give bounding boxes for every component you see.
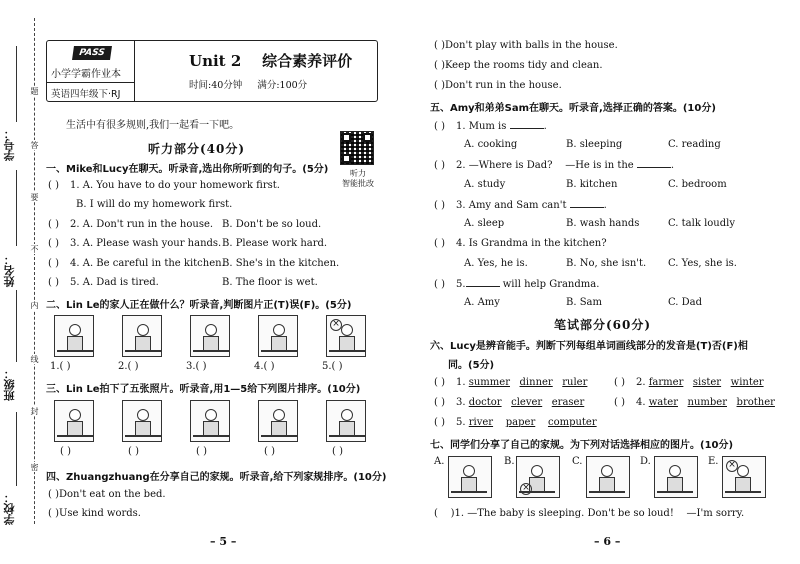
q1-item-1 xyxy=(48,180,280,191)
answer-paren[interactable]: ( ) xyxy=(434,279,445,290)
word: doctor xyxy=(468,397,502,408)
q6-item-5 xyxy=(434,417,597,428)
answer-paren[interactable]: ( ) xyxy=(434,121,445,132)
word: dinner xyxy=(519,377,553,388)
choice-c-picture[interactable] xyxy=(586,456,630,498)
q5-item-4 xyxy=(434,238,607,249)
exam-score: 满分:100分 xyxy=(257,80,308,91)
word: number xyxy=(687,397,727,408)
school-field[interactable] xyxy=(16,412,17,486)
question-stem: 3. Amy and Sam can't xyxy=(456,200,567,211)
qr-code-icon[interactable] xyxy=(340,131,374,165)
picture-family-2 xyxy=(122,315,162,357)
q3-answer-5[interactable]: ( ) xyxy=(332,446,343,457)
q5-2-b: B. kitchen xyxy=(566,179,618,190)
seal-char: 封 xyxy=(30,407,39,415)
q2-answer-4[interactable]: 4.( ) xyxy=(254,361,275,372)
q5-5-c: C. Dad xyxy=(668,297,703,308)
answer-paren[interactable]: ( ) xyxy=(48,180,59,191)
q5-3-a: A. sleep xyxy=(464,218,505,229)
answer-paren[interactable]: ( ) xyxy=(434,160,445,171)
option-a: 3. A. Please wash your hands. xyxy=(70,238,222,249)
q6-item-4 xyxy=(614,397,775,408)
unit-title: Unit 2 综合素养评价 xyxy=(189,52,353,70)
page-number-6: – 6 – xyxy=(594,535,621,548)
q1-item-2-b: B. Don't be so loud. xyxy=(222,219,322,230)
question-stem: 5. xyxy=(456,279,466,290)
q4-rule-2: ( )Use kind words. xyxy=(48,508,141,519)
word: brother xyxy=(736,397,775,408)
answer-paren[interactable]: ( ) xyxy=(434,238,445,249)
seal-char: 答 xyxy=(30,141,39,149)
choice-a-picture[interactable] xyxy=(448,456,492,498)
q5-item-1 xyxy=(434,120,547,132)
stem-end: . xyxy=(670,160,675,171)
choice-b-label: B. xyxy=(504,456,515,467)
choice-e-picture[interactable] xyxy=(722,456,766,498)
word: winter xyxy=(730,377,764,388)
choice-a-label: A. xyxy=(434,456,445,467)
picture-family-4 xyxy=(258,315,298,357)
q5-5-a: A. Amy xyxy=(464,297,500,308)
q3-answer-1[interactable]: ( ) xyxy=(60,446,71,457)
picture-family-5 xyxy=(326,315,366,357)
answer-paren[interactable]: ( ) xyxy=(48,258,59,269)
answer-paren[interactable]: ( ) xyxy=(48,219,59,230)
seal-char: 内 xyxy=(30,301,39,309)
q2-answer-2[interactable]: 2.( ) xyxy=(118,361,139,372)
q2-answer-5[interactable]: 5.( ) xyxy=(322,361,343,372)
question-2-title: 二、Lin Le的家人正在做什么？听录音,判断图片正(T)误(F)。(5分) xyxy=(46,300,352,311)
question-stem: 1. Mum is xyxy=(456,121,507,132)
q5-4-c: C. Yes, she is. xyxy=(668,258,737,269)
student-id-field[interactable] xyxy=(16,46,17,122)
q5-2-c: C. bedroom xyxy=(668,179,727,190)
no-icon: × xyxy=(726,460,738,472)
question-5-title: 五、Amy和弟弟Sam在聊天。听录音,选择正确的答案。(10分) xyxy=(430,103,716,114)
q2-answer-1[interactable]: 1.( ) xyxy=(50,361,71,372)
q6-item-3 xyxy=(434,397,584,408)
stem-end: . xyxy=(603,200,607,211)
question-6-title: 六、Lucy是辨音能手。判断下列每组单词画线部分的发音是(T)否(F)相 xyxy=(430,341,748,352)
question-4-title: 四、Zhuangzhuang在分享自己的家规。听录音,给下列家规排序。(10分) xyxy=(46,472,387,483)
q5-3-c: C. talk loudly xyxy=(668,218,735,229)
seal-char: 要 xyxy=(30,193,39,201)
question-stem: 4. Is Grandma in the kitchen? xyxy=(456,238,607,249)
q5-3-b: B. wash hands xyxy=(566,218,640,229)
q5-2-a: A. study xyxy=(464,179,506,190)
qr-caption: 听力 智能批改 xyxy=(342,169,374,189)
picture-family-3 xyxy=(190,315,230,357)
photo-4 xyxy=(258,400,298,442)
question-3-title: 三、Lin Le拍下了五张照片。听录音,用1—5给下列图片排序。(10分) xyxy=(46,384,361,395)
exam-meta xyxy=(189,77,319,91)
stem-end: . xyxy=(543,121,547,132)
word: water xyxy=(648,397,678,408)
word: paper xyxy=(505,417,536,428)
intro-text: 生活中有很多规则,我们一起看一下吧。 xyxy=(66,120,240,131)
q1-item-4 xyxy=(48,258,225,269)
q1-item-1-b: B. I will do my homework first. xyxy=(76,199,233,210)
option-a: 2. A. Don't run in the house. xyxy=(70,219,214,230)
q5-1-b: B. sleeping xyxy=(566,139,623,150)
q1-item-5 xyxy=(48,277,159,288)
exam-header xyxy=(46,40,378,102)
school-label: 学校： xyxy=(3,492,16,525)
seal-char: 题 xyxy=(30,87,39,95)
question-stem: 2. —Where is Dad? —He is in the xyxy=(456,160,634,171)
blank[interactable] xyxy=(466,278,500,287)
q4-rule-4: ( )Keep the rooms tidy and clean. xyxy=(434,60,603,71)
written-section-title: 笔试部分(60分) xyxy=(554,318,652,332)
q5-4-b: B. No, she isn't. xyxy=(566,258,647,269)
item-number: 1. xyxy=(456,377,466,388)
answer-paren[interactable]: ( ) xyxy=(434,377,445,388)
q5-item-5 xyxy=(434,278,599,290)
question-1-title: 一、Mike和Lucy在聊天。听录音,选出你所听到的句子。(5分) xyxy=(46,164,329,175)
class-label: 班级： xyxy=(3,368,16,401)
answer-paren[interactable]: ( ) xyxy=(48,277,59,288)
book-name: 英语四年级下·RJ xyxy=(51,89,121,100)
exam-time: 时间:40分钟 xyxy=(189,80,243,91)
blank[interactable] xyxy=(637,159,671,168)
choice-b-picture[interactable] xyxy=(516,456,560,498)
photo-3 xyxy=(190,400,230,442)
page-6 xyxy=(430,0,790,564)
word: computer xyxy=(547,417,597,428)
no-icon: × xyxy=(330,319,342,331)
photo-1 xyxy=(54,400,94,442)
q4-rule-5: ( )Don't run in the house. xyxy=(434,80,562,91)
item-number: 5. xyxy=(456,417,466,428)
choice-c-label: C. xyxy=(572,456,583,467)
answer-paren[interactable]: ( ) xyxy=(48,238,59,249)
pass-logo: PASS xyxy=(72,46,112,60)
q3-answer-3[interactable]: ( ) xyxy=(196,446,207,457)
header-divider xyxy=(47,82,135,83)
option-a: 4. A. Be careful in the kitchen. xyxy=(70,258,225,269)
word: sister xyxy=(692,377,722,388)
student-id-label: 学号： xyxy=(3,128,16,161)
question-6-title-cont: 同。(5分) xyxy=(448,360,495,371)
answer-paren[interactable]: ( ) xyxy=(614,377,625,388)
q5-item-2 xyxy=(434,159,674,171)
q7-item-1: ( )1. —The baby is sleeping. Don't be so loud! —I'm sorry. xyxy=(434,508,745,519)
choice-d-label: D. xyxy=(640,456,651,467)
blank[interactable] xyxy=(510,120,544,129)
no-icon: × xyxy=(520,483,532,495)
class-field[interactable] xyxy=(16,290,17,362)
q4-rule-1: ( )Don't eat on the bed. xyxy=(48,489,166,500)
q1-item-4-b: B. She's in the kitchen. xyxy=(222,258,340,269)
q5-1-a: A. cooking xyxy=(464,139,518,150)
q1-item-3 xyxy=(48,238,221,249)
q6-item-2 xyxy=(614,377,764,388)
item-number: 2. xyxy=(636,377,646,388)
q4-rule-3: ( )Don't play with balls in the house. xyxy=(434,40,618,51)
q1-item-5-b: B. The floor is wet. xyxy=(222,277,318,288)
name-field[interactable] xyxy=(16,170,17,246)
picture-family-1 xyxy=(54,315,94,357)
word: farmer xyxy=(648,377,684,388)
q5-item-3 xyxy=(434,199,607,211)
q5-4-a: A. Yes, he is. xyxy=(464,258,528,269)
blank[interactable] xyxy=(570,199,604,208)
page-number-5: – 5 – xyxy=(210,535,237,548)
photo-2 xyxy=(122,400,162,442)
q3-answer-2[interactable]: ( ) xyxy=(128,446,139,457)
q2-answer-3[interactable]: 3.( ) xyxy=(186,361,207,372)
word: summer xyxy=(468,377,510,388)
choice-d-picture[interactable] xyxy=(654,456,698,498)
seal-char: 密 xyxy=(30,463,39,471)
seal-char: 线 xyxy=(30,355,39,363)
answer-paren[interactable]: ( ) xyxy=(434,417,445,428)
answer-paren[interactable]: ( ) xyxy=(434,200,445,211)
answer-paren[interactable]: ( ) xyxy=(434,397,445,408)
option-a: 5. A. Dad is tired. xyxy=(70,277,159,288)
answer-paren[interactable]: ( ) xyxy=(614,397,625,408)
seal-char: 不 xyxy=(30,245,39,253)
q5-1-c: C. reading xyxy=(668,139,721,150)
q1-item-2 xyxy=(48,219,213,230)
word: eraser xyxy=(551,397,585,408)
name-label: 姓名： xyxy=(3,254,16,287)
choice-e-label: E. xyxy=(708,456,719,467)
listening-section-title: 听力部分(40分) xyxy=(148,142,246,156)
item-number: 3. xyxy=(456,397,466,408)
q5-5-b: B. Sam xyxy=(566,297,603,308)
binding-margin xyxy=(0,0,46,564)
stem-end: will help Grandma. xyxy=(502,279,600,290)
photo-5 xyxy=(326,400,366,442)
word: river xyxy=(468,417,494,428)
q6-item-1 xyxy=(434,377,587,388)
series-name: 小学学霸作业本 xyxy=(51,69,121,80)
q1-item-3-b: B. Please work hard. xyxy=(222,238,328,249)
question-7-title: 七、同学们分享了自己的家规。为下列对话选择相应的图片。(10分) xyxy=(430,440,734,451)
word: clever xyxy=(511,397,543,408)
option-a: 1. A. You have to do your homework first. xyxy=(70,180,280,191)
page-5 xyxy=(46,0,390,564)
brand-panel xyxy=(47,41,135,101)
q3-answer-4[interactable]: ( ) xyxy=(264,446,275,457)
item-number: 4. xyxy=(636,397,646,408)
word: ruler xyxy=(562,377,588,388)
